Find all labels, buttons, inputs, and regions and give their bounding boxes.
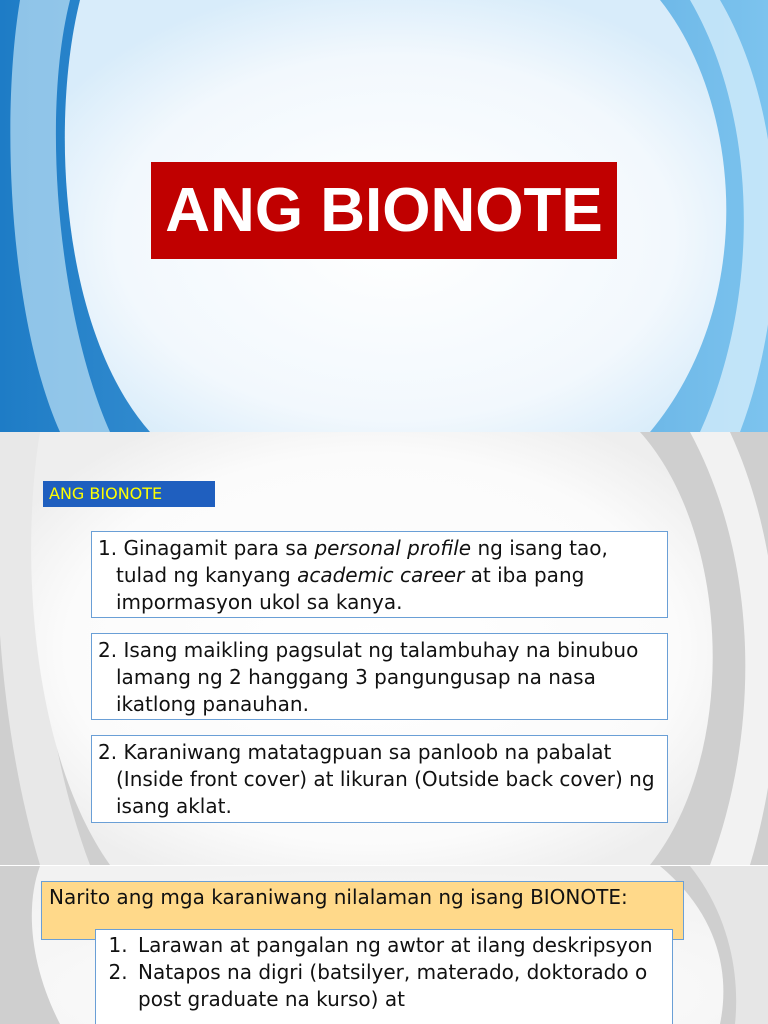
item-text: 2. Karaniwang matatagpuan sa panloob na pabalat (Inside front cover) at likuran (Outside back cover) ng isang aklat. [98,740,655,818]
definition-item-3 [91,735,668,823]
list-item: 2. Natapos na digri (batsilyer, materado, doktorado o post graduate na kurso) at [134,959,672,1013]
definition-item-1 [91,531,668,618]
definition-item-2 [91,633,668,720]
item-text: 2. Isang maikling pagsulat ng talambuhay na binubuo lamang ng 2 hanggang 3 pangungusap na nasa ikatlong panauhan. [98,638,639,716]
slide-title: ANG BIONOTE [151,162,617,259]
item-text: 1. Ginagamit para sa [98,536,315,560]
section-label: ANG BIONOTE [43,481,215,507]
contents-intro: Narito ang mga karaniwang nilalaman ng isang BIONOTE: [41,881,684,940]
list-item: 1. Larawan at pangalan ng awtor at ilang deskripsyon [134,932,672,959]
italic-term: academic career [297,563,465,587]
item-text: at iba pang impormasyon ukol sa kanya. [116,563,585,614]
item-text: ng isang tao, tulad ng kanyang [116,536,608,587]
title-slide [0,0,768,432]
contents-list [96,930,672,1013]
contents-slide [0,866,768,1024]
italic-term: personal profile [314,536,472,560]
definition-slide [0,432,768,865]
contents-list-box [95,929,673,1024]
